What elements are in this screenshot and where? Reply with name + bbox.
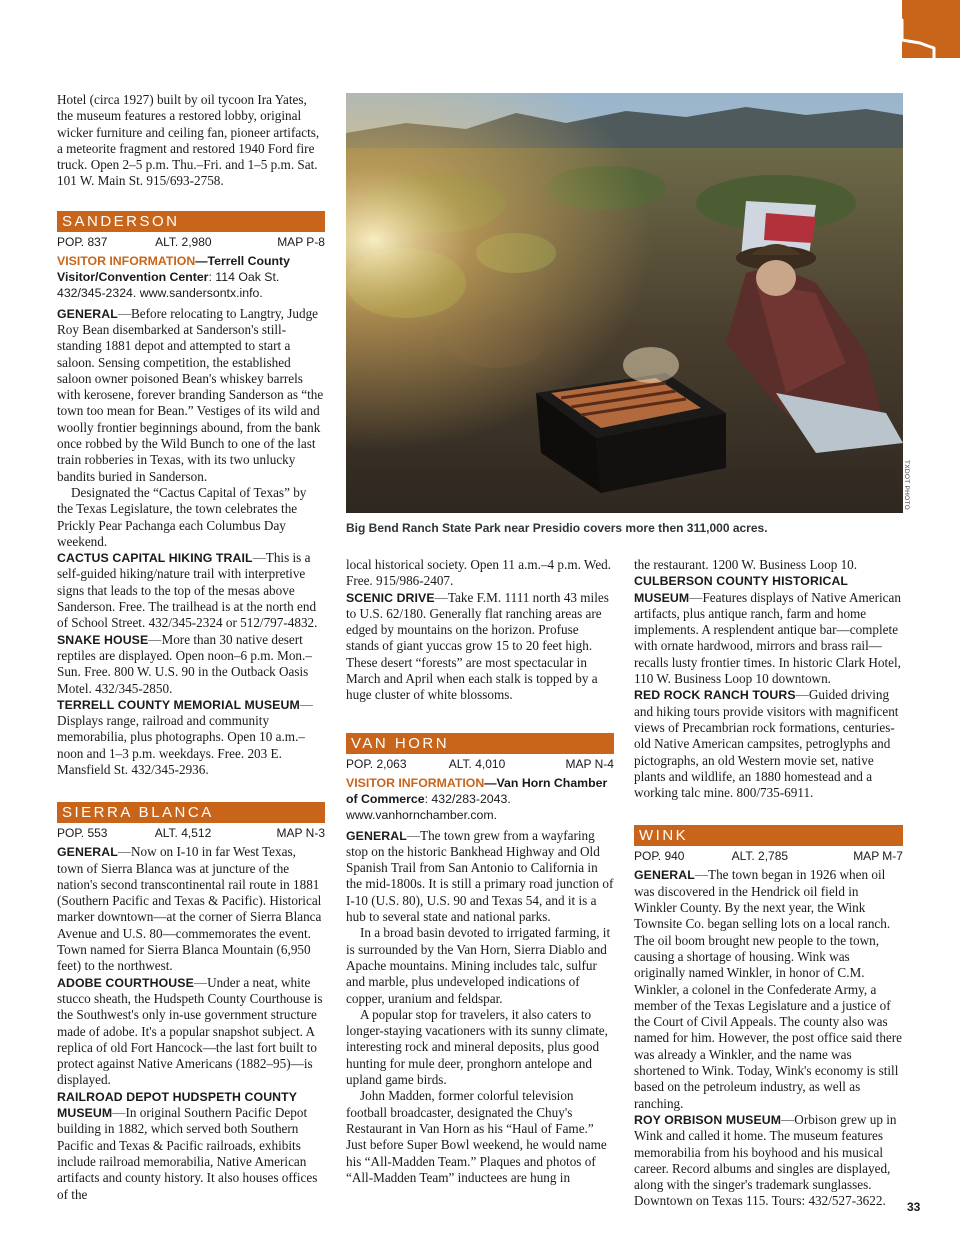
- visitor-information: VISITOR INFORMATION—Van Horn Chamber of Commerce: 432/283-2043. www.vanhornchamber.com.: [346, 775, 608, 823]
- entry-red-rock-ranch: RED ROCK RANCH TOURS—Guided driving and hiking tours provide visitors with magnificent views of Precambrian rock formations, centuries-old Native American campsites, petroglyphs and pictographs, an old Western movie set, native plants and wildlife, an 1880 homestead and a working talc mine. 800/735-6911.: [634, 687, 899, 801]
- altitude: ALT. 2,785: [731, 849, 789, 864]
- column-middle: [346, 557, 614, 1186]
- paragraph: John Madden, former colorful television football broadcaster, designated the Chuy's Restaurant in Van Horn as his “Haul of Fame.” Just before Super Bowl weekend, he would name his “All-Madden Team.” Plaques and photos of “All-Madden Team” inductees are hung in: [346, 1088, 607, 1185]
- entry-cactus-trail: CACTUS CAPITAL HIKING TRAIL—This is a self-guided hiking/nature trail with interpretive signs that leads to the top of the mesas above Sanderson. Free. The trailhead is at the north end of School Street. 432/345-2324 or 512/797-4832.: [57, 550, 318, 631]
- altitude: ALT. 4,512: [154, 826, 212, 841]
- entry-snake-house: SNAKE HOUSE—More than 30 native desert reptiles are displayed. Open noon–6 p.m. Mon.–Sun. Free. 800 W. U.S. 90 in the Outback Oasis Motel. 432/345-2850.: [57, 631, 312, 696]
- entry-general: GENERAL—Now on I-10 in far West Texas, town of Sierra Blanca was at juncture of the nation's second transcontinental rail route in 1881 (Southern Pacific and Texas & Pacific). Historical marker downtown—at the corner of Sierra Blanca Avenue and U.S. 80—commemorates the event. Town named for Sierra Blanca Mountain (6,950 feet) to the northwest.: [57, 844, 322, 974]
- photo-credit: TXDOT PHOTO: [903, 460, 910, 511]
- entry-general: GENERAL—The town grew from a wayfaring stop on the historic Bankhead Highway and Old Spanish Trail from San Antonio to California in the mid-1800s. It is still a primary road junction of I-10 (U.S. 80), U.S. 90 and Texas 54, and it is a hub to several state and national parks.: [346, 827, 614, 925]
- entry-scenic-drive: SCENIC DRIVE—Take F.M. 1111 north 43 miles to U.S. 62/180. Generally flat ranching areas are edged by mountains on the horizon. Profuse stands of giant yuccas grow 15 to 20 feet high. These desert “forests” are most spectacular in March and April when each stalk is topped by a huge cluster of white blossoms.: [346, 589, 609, 703]
- map-ref: MAP P-8: [277, 234, 325, 249]
- column-right: [634, 557, 903, 1210]
- map-ref: MAP M-7: [853, 849, 903, 864]
- town-header-wink: WINK: [634, 825, 903, 846]
- continued-text: the restaurant. 1200 W. Business Loop 10.: [634, 557, 858, 572]
- altitude: ALT. 4,010: [448, 756, 506, 771]
- map-ref: MAP N-3: [276, 826, 325, 841]
- continued-text: local historical society. Open 11 a.m.–4 p.m. Wed. Free. 915/986-2407.: [346, 557, 612, 589]
- town-stats: [57, 825, 325, 842]
- paragraph: A popular stop for travelers, it also caters to longer-staying vacationers with its sunny climate, interesting rock and mineral deposits, plus good hunting for mule deer, pronghorn antelope and upland game birds.: [346, 1006, 608, 1088]
- map-ref: MAP N-4: [565, 756, 614, 771]
- population: POP. 837: [57, 234, 108, 249]
- entry-roy-orbison-museum: ROY ORBISON MUSEUM—Orbison grew up in Wink and called it home. The museum features memorabilia from his boyhood and his musical career. Record albums and singles are displayed, along with the singer's trademark sunglasses. Downtown on Texas 115. Tours: 432/527-3622.: [634, 1111, 897, 1209]
- town-header-sanderson: SANDERSON: [57, 211, 325, 232]
- feature-photo: [346, 93, 903, 513]
- town-header-sierra-blanca: SIERRA BLANCA: [57, 802, 325, 823]
- campfire-cooking-photo: [346, 93, 903, 513]
- town-stats: [346, 756, 614, 773]
- entry-general: GENERAL—The town began in 1926 when oil was discovered in the Hendrick oil field in Winkler County. By the next year, the Wink Townsite Co. began selling lots on a local ranch. The oil boom brought new people to the town, causing a shortage of housing. Wink was originally named Winkler, in honor of C.M. Winkler, a colonel in the Confederate Army, a member of the Texas Legislature and a justice of the Court of Civil Appeals. The county also was named for him. However, the post office said there was already a Winkler, and the name was shortened to Wink. Today, Wink's economy is still based on the petroleum industry, as well as ranching.: [634, 867, 903, 1111]
- entry-general-cont: Designated the “Cactus Capital of Texas” by the Texas Legislature, the town celebrates the Prickly Pear Pachanga each Columbus Day weekend.: [57, 484, 307, 549]
- entry-adobe-courthouse: ADOBE COURTHOUSE—Under a neat, white stucco sheath, the Hudspeth County Courthouse is the Southwest's only in-use government structure made of adobe. It's a popular snapshot subject. A replica of old Fort Hancock—the last fort built to protect against Native Americans (1882–95)—is displayed.: [57, 974, 323, 1088]
- entry-general: GENERAL—Before relocating to Langtry, Judge Roy Bean disembarked at Sanderson's still-standing 1881 depot and attempted to start a saloon. Sensing competition, the established saloon owner poisoned Bean's whiskey barrels with kerosene, forever branding Sanderson as “the town too mean for Bean.” Vestiges of its wild and woolly frontier beginnings abound, from the bank once robbed by the Wild Bunch to one of the last train robberies in Texas, with its two unlucky bandits buried in Sanderson.: [57, 305, 324, 484]
- entry-terrell-museum: TERRELL COUNTY MEMORIAL MUSEUM—Displays range, railroad and community memorabilia, plus photographs. Open 10 a.m.–noon and 1–3 p.m. weekdays. Free. 203 E. Mansfield St. 432/345-2936.: [57, 696, 313, 777]
- entry-railroad-depot: RAILROAD DEPOT HUDSPETH COUNTY MUSEUM—In original Southern Pacific Depot building in 1882, which served both Southern Pacific and Texas & Pacific railroads, exhibits include railroad memorabilia, Native American artifacts and county history. It also houses offices of the: [57, 1089, 318, 1202]
- paragraph: In a broad basin devoted to irrigated farming, it is surrounded by the Van Horn, Sierra Diablo and Apache mountains. Mining includes talc, sulfur and marble, plus undeveloped indications of copper, uranium and feldspar.: [346, 925, 611, 1006]
- entry-culberson-museum: CULBERSON COUNTY HISTORICAL MUSEUM—Features displays of Native American artifacts, plus antique ranch, farm and home implements. A resplendent antique bar—complete with ornate hardwood, mirrors and brass rail—recalls lusty frontier times. In historic Clark Hotel, 110 W. Business Loop 10 downtown.: [634, 574, 901, 687]
- photo-caption: Big Bend Ranch State Park near Presidio covers more then 311,000 acres.: [346, 521, 768, 535]
- page-number: 33: [907, 1200, 921, 1214]
- population: POP. 2,063: [346, 756, 407, 771]
- visitor-information: VISITOR INFORMATION—Terrell County Visitor/Convention Center: 114 Oak St. 432/345-2324. www.sandersontx.info.: [57, 253, 290, 301]
- population: POP. 940: [634, 849, 685, 864]
- column-left: [57, 92, 325, 1203]
- population: POP. 553: [57, 826, 108, 841]
- altitude: ALT. 2,980: [155, 234, 212, 249]
- town-stats: [634, 848, 903, 865]
- texas-map-icon: [868, 16, 940, 88]
- town-stats: [57, 234, 325, 251]
- intro-paragraph: Hotel (circa 1927) built by oil tycoon Ira Yates, the museum features a restored lobby, original wicker furniture and ceiling fan, pioneer artifacts, a meteorite fragment and restored 1940 Ford fire truck. Open 2–5 p.m. Thu.–Fri. and 1–5 p.m. Sat. 101 W. Main St. 915/693-2758.: [57, 92, 320, 189]
- town-header-van-horn: VAN HORN: [346, 733, 614, 754]
